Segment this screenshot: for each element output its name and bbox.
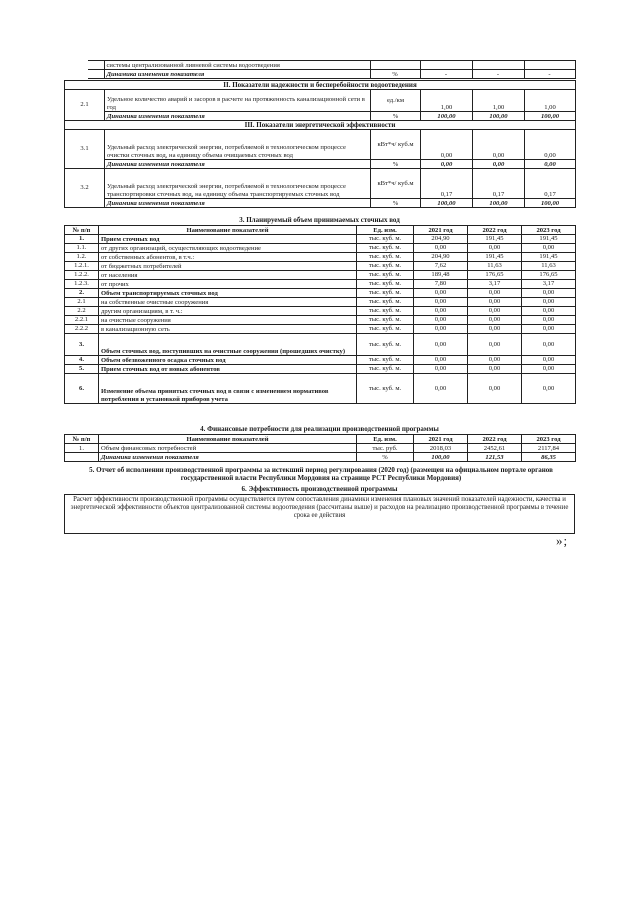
cell-num: 2.2.1 — [65, 316, 99, 325]
cell-v2023: 0,00 — [522, 316, 576, 325]
cell-v2022: 3,17 — [468, 280, 522, 289]
section-4-title: 4. Финансовые потребности для реализации производственной программы — [200, 425, 439, 433]
cell-name: Изменение объема принятых сточных вод в связи с изменением нормативов потребления и установкой приборов учета — [99, 374, 357, 404]
cell-num: 2.1 — [65, 298, 99, 307]
table-row — [65, 262, 576, 271]
section-5-text: 5. Отчет об исполнении производственной программы за истекший период регулирования (2020 год) (размещен на официальном портале органов государственной власти Республики Мордовия на странице РСТ Республики Мордовия) — [89, 466, 553, 482]
cell-num: 4. — [65, 356, 99, 365]
table-row — [65, 374, 576, 404]
cell-num: 1.2.3. — [65, 280, 99, 289]
cell-v2021: 0,00 — [414, 316, 468, 325]
table-row — [65, 244, 576, 253]
cell-unit: тыс. куб. м. — [357, 307, 414, 316]
table-row — [65, 235, 576, 244]
table-row: 1. Объем финансовых потребностей тыс. руб. 2018,03 2452,61 2117,84 — [65, 444, 576, 453]
cell-num: 6. — [65, 374, 99, 404]
cell-v2021: 0,00 — [414, 374, 468, 404]
cell-name: Объем транспортируемых сточных вод — [99, 289, 357, 298]
cell-v2022: 0,00 — [468, 356, 522, 365]
cell-v2021: 0,00 — [414, 307, 468, 316]
cell-name: от бюджетных потребителей — [99, 262, 357, 271]
cell-num: 5. — [65, 365, 99, 374]
indicator-label: Удельное количество аварий и засоров в расчете на протяженность канализационной сети в год — [105, 90, 371, 112]
cell-v2021: 0,00 — [414, 244, 468, 253]
cell-v2023: 0,00 — [522, 374, 576, 404]
closing-mark: »; — [556, 533, 569, 548]
cell-v2022: 176,65 — [468, 271, 522, 280]
table-row: Динамика изменения показателя % 100,00 121,53 86,35 — [65, 453, 576, 462]
cell-name: от собственных абонентов, в т.ч.: — [99, 253, 357, 262]
reliability-table: II. Показатели надежности и бесперебойности водоотведения 2.1 Удельное количество аварий и засоров в расчете на протяженность канализационной сети в год ед./км 1,00 1,00 1,00 Динамика изменения показателя % 100,00 100,00 100,00 III. Показатели энергетической эффективности 3.1 Удельный расход электрической энергии, потребляемой в технологическом процессе очистки сточных вод, на единицу объема очищаемых сточных вод кВт*ч/ куб.м 0,00 0,00 0,00 Динамика изменения показателя % 0,00 0,00 0,00 3.2 Удельный расход электрической энергии, потребляемой в технологическом процессе транспортировки сточных вод, на единицу объема транспортируемых сточных вод кВт*ч/ куб.м 0,17 0,17 0,17 Динамика изменения показателя % 100,00 100,00 100,00 — [64, 80, 576, 208]
cell-v2021: 0,00 — [414, 325, 468, 334]
cell-v2023: 3,17 — [522, 280, 576, 289]
cell-unit: тыс. куб. м. — [357, 271, 414, 280]
table-row — [65, 253, 576, 262]
table-row — [65, 298, 576, 307]
table-row — [65, 280, 576, 289]
table-row — [65, 307, 576, 316]
cell-v2023: 0,00 — [522, 244, 576, 253]
cell-unit: тыс. куб. м. — [357, 298, 414, 307]
cell-v2021: 204,90 — [414, 253, 468, 262]
cell-v2022: 0,00 — [468, 334, 522, 356]
cell-v2022: 11,63 — [468, 262, 522, 271]
cell-v2023: 11,63 — [522, 262, 576, 271]
indicator-label: Удельный расход электрической энергии, потребляемой в технологическом процессе очистки сточных вод, на единицу объема очищаемых сточных вод — [105, 130, 371, 160]
cell-v2021: 0,00 — [414, 356, 468, 365]
cell-num: 1.1. — [65, 244, 99, 253]
cell-unit: тыс. куб. м. — [357, 253, 414, 262]
cell-name: Объем обезвоженного осадка сточных вод — [99, 356, 357, 365]
cell-v2022: 0,00 — [468, 298, 522, 307]
cell-v2022: 0,00 — [468, 325, 522, 334]
cell-v2022: 191,45 — [468, 235, 522, 244]
dynamics-label: Динамика изменения показателя — [104, 70, 370, 79]
cell-unit: тыс. куб. м. — [357, 262, 414, 271]
cell-unit: тыс. куб. м. — [357, 334, 414, 356]
cell-v2023: 191,45 — [522, 253, 576, 262]
cell-v2022: 0,00 — [468, 316, 522, 325]
cell-name: в канализационную сеть — [99, 325, 357, 334]
table-header-row: № п/п Наименование показателей Ед. изм. 2021 год 2022 год 2023 год — [65, 226, 576, 235]
table-row — [65, 316, 576, 325]
row-text: системы централизованной ливневой системы водоотведения — [104, 61, 370, 70]
table-row — [65, 289, 576, 298]
cell-v2023: 0,00 — [522, 356, 576, 365]
section-6-text: Расчет эффективности производственной программы осуществляется путем сопоставления динамики изменения плановых значений показателей надежности, качества и энергетической эффективности объектов централизованной системы водоотведения (рассчитаны выше) и расходов на реализацию производственной программы в течение срока ее действия — [64, 494, 575, 534]
cell-v2023: 0,00 — [522, 289, 576, 298]
cell-v2022: 0,00 — [468, 244, 522, 253]
cell-v2021: 0,00 — [414, 334, 468, 356]
cell-name: на собственные очистные сооружения — [99, 298, 357, 307]
cell-num: 1.2.2. — [65, 271, 99, 280]
cell-num: 3. — [65, 334, 99, 356]
cell-num: 2. — [65, 289, 99, 298]
cell-v2022: 0,00 — [468, 374, 522, 404]
cell-v2021: 7,80 — [414, 280, 468, 289]
cell-name: другим организациям, в т. ч.: — [99, 307, 357, 316]
cell-v2021: 204,90 — [414, 235, 468, 244]
section-6-title: 6. Эффективность производственной программы — [241, 485, 398, 493]
cell-num: 2.2.2 — [65, 325, 99, 334]
cell-v2023: 0,00 — [522, 307, 576, 316]
section-3-title: 3. Планируемый объем принимаемых сточных вод — [239, 216, 400, 224]
cell-unit: тыс. куб. м. — [357, 280, 414, 289]
cell-unit: тыс. куб. м. — [357, 289, 414, 298]
table-row — [65, 325, 576, 334]
cell-name: Объем сточных вод, поступивших на очистные сооружения (прошедших очистку) — [99, 334, 357, 356]
cell-v2023: 191,45 — [522, 235, 576, 244]
cell-v2022: 191,45 — [468, 253, 522, 262]
cell-num: 1.2. — [65, 253, 99, 262]
cell-v2023: 0,00 — [522, 365, 576, 374]
cell-name: от населения — [99, 271, 357, 280]
cell-unit: тыс. куб. м. — [357, 244, 414, 253]
cell-v2023: 176,65 — [522, 271, 576, 280]
cell-unit: тыс. куб. м. — [357, 316, 414, 325]
cell-unit: тыс. куб. м. — [357, 325, 414, 334]
cell-v2023: 0,00 — [522, 298, 576, 307]
cell-name: Прием сточных вод от новых абонентов — [99, 365, 357, 374]
cell-v2021: 7,62 — [414, 262, 468, 271]
table-row — [65, 334, 576, 356]
cell-num: 2.2 — [65, 307, 99, 316]
cell-num: 1.2.1. — [65, 262, 99, 271]
cell-unit: тыс. куб. м. — [357, 235, 414, 244]
cell-num: 1. — [65, 235, 99, 244]
indicator-label: Удельный расход электрической энергии, потребляемой в технологическом процессе транспортировки сточных вод, на единицу объема транспортируемых сточных вод — [105, 169, 371, 199]
cell-v2021: 189,48 — [414, 271, 468, 280]
cell-v2023: 0,00 — [522, 325, 576, 334]
cell-v2023: 0,00 — [522, 334, 576, 356]
cell-v2022: 0,00 — [468, 307, 522, 316]
cell-v2022: 0,00 — [468, 365, 522, 374]
section-title: II. Показатели надежности и бесперебойности водоотведения — [65, 81, 576, 90]
cell-name: Прием сточных вод — [99, 235, 357, 244]
cell-v2022: 0,00 — [468, 289, 522, 298]
cell-v2021: 0,00 — [414, 289, 468, 298]
cell-name: от других организаций, осуществляющих водоотведение — [99, 244, 357, 253]
cell-unit: тыс. куб. м. — [357, 374, 414, 404]
planned-volume-table — [64, 225, 576, 404]
cell-v2021: 0,00 — [414, 365, 468, 374]
table-row — [65, 365, 576, 374]
section-title: III. Показатели энергетической эффективности — [65, 121, 576, 130]
cell-v2021: 0,00 — [414, 298, 468, 307]
cell-unit: тыс. куб. м. — [357, 356, 414, 365]
quality-indicators-table: системы централизованной ливневой системы водоотведения Динамика изменения показателя % - - - — [88, 60, 576, 79]
cell-name: от прочих — [99, 280, 357, 289]
cell-unit: тыс. куб. м. — [357, 365, 414, 374]
table-row — [65, 271, 576, 280]
cell-name: на очистные сооружения — [99, 316, 357, 325]
table-row — [65, 356, 576, 365]
finance-table: № п/п Наименование показателей Ед. изм. 2021 год 2022 год 2023 год 1. Объем финансовых потребностей тыс. руб. 2018,03 2452,61 2117,84 Динамика изменения показателя % 100,00 121,53 86,35 — [64, 434, 576, 462]
